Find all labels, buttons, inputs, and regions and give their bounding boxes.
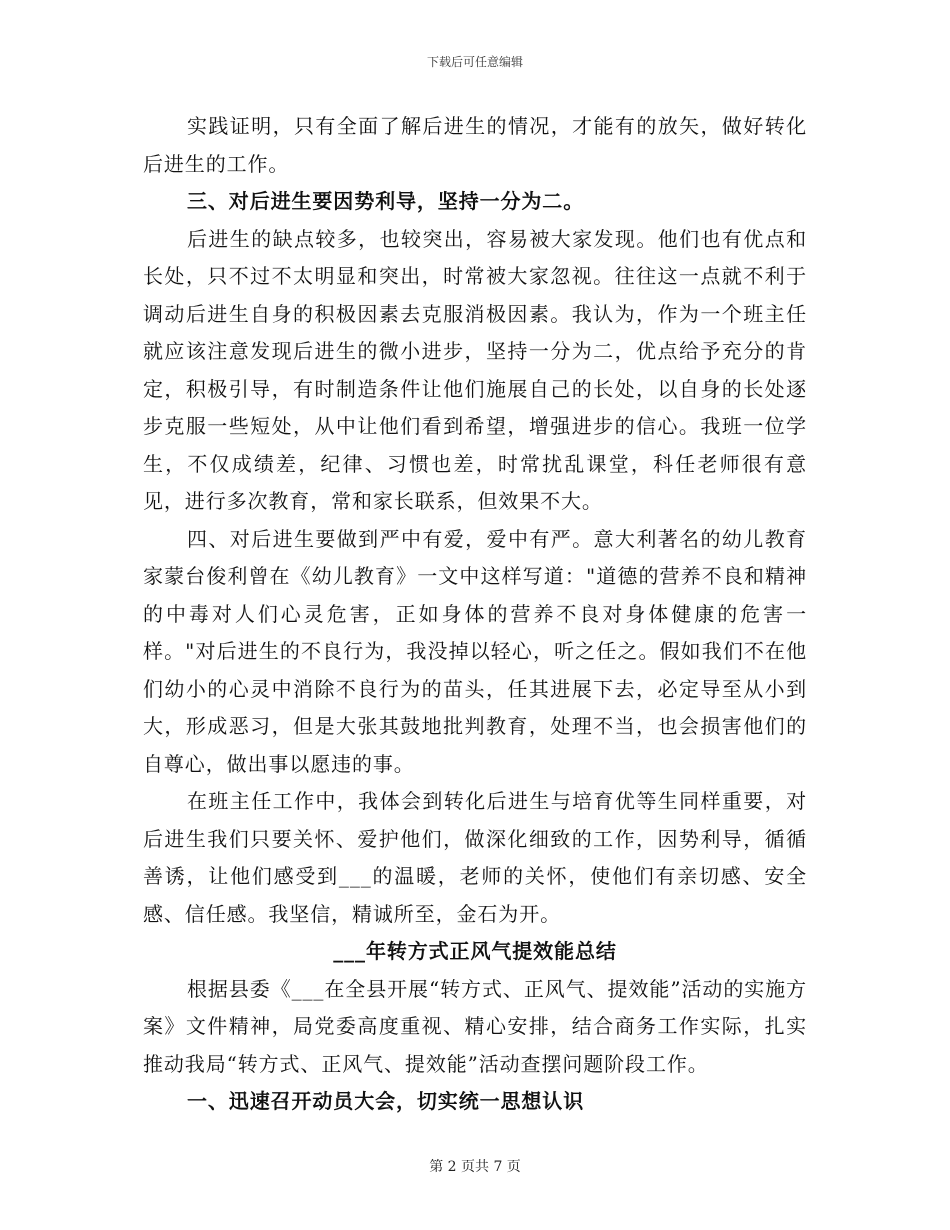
page-footer: 第 2 页共 7 页 xyxy=(429,1159,521,1175)
paragraph-shortcomings: 后进生的缺点较多，也较突出，容易被大家发现。他们也有优点和长处，只不过不太明显和突出，时常被大家忽视。往往这一点就不利于调动后进生自身的积极因素去克服消极因素。我认为，作为一个班主任就应该注意发现后进生的微小进步，坚持一分为二，优点给予充分的肯定，积极引导，有时制造条件让他们施展自己的长处，以自身的长处逐步克服一些短处，从中让他们看到希望，增强进步的信心。我班一位学生，不仅成绩差，纪律、习惯也差，时常扰乱课堂，科任老师很有意见，进行多次教育，常和家长联系，但效果不大。 xyxy=(143,226,807,513)
section-heading-three: 三、对后进生要因势利导，坚持一分为二。 xyxy=(187,189,585,213)
paragraph-practice-proof: 实践证明，只有全面了解后进生的情况，才能有的放矢，做好转化后进生的工作。 xyxy=(143,114,807,176)
document-title: ___年转方式正风气提效能总结 xyxy=(333,939,617,963)
paragraph-section-four: 四、对后进生要做到严中有爱，爱中有严。意大利著名的幼儿教育家蒙台俊利曾在《幼儿教育》一文中这样写道："道德的营养不良和精神的中毒对人们心灵危害，正如身体的营养不良对身体健康的危害一样。"对后进生的不良行为，我没掉以轻心，听之任之。假如我们不在他们幼小的心灵中消除不良行为的苗头，任其进展下去，必定导至从小到大，形成恶习，但是大张其鼓地批判教育，处理不当，也会损害他们的自尊心，做出事以愿违的事。 xyxy=(143,526,807,776)
document-body xyxy=(143,108,807,1121)
page-header: 下载后可任意编辑 xyxy=(426,55,523,69)
paragraph-class-teacher: 在班主任工作中，我体会到转化后进生与培育优等生同样重要，对后进生我们只要关怀、爱护他们，做深化细致的工作，因势利导，循循善诱，让他们感受到___的温暖，老师的关怀，使他们有亲切感、安全感、信任感。我坚信，精诚所至，金石为开。 xyxy=(143,789,807,926)
paragraph-county-plan: 根据县委《___在全县开展“转方式、正风气、提效能”活动的实施方案》文件精神，局党委高度重视、精心安排，结合商务工作实际，扎实推动我局“转方式、正风气、提效能”活动查摆问题阶段工作。 xyxy=(143,976,807,1076)
section-heading-one: 一、迅速召开动员大会，切实统一思想认识 xyxy=(187,1089,585,1113)
